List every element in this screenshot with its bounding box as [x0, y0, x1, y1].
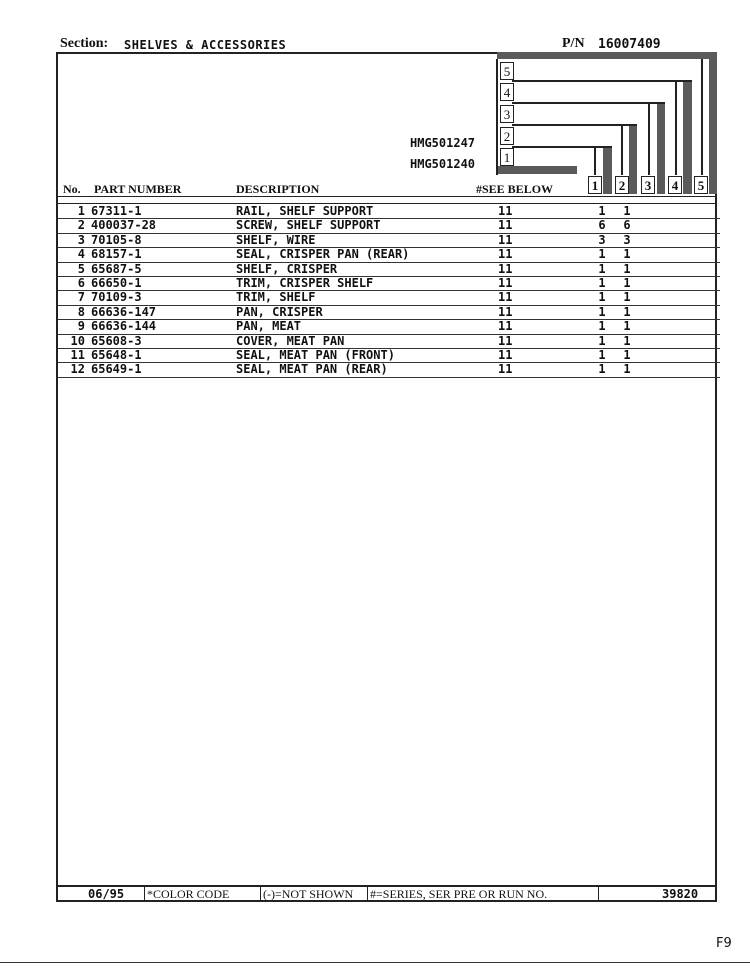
table-row	[58, 291, 720, 305]
part-number-value: 16007409	[598, 37, 661, 52]
row-number: 10	[70, 333, 85, 348]
leader-5	[512, 80, 692, 82]
row-qty-2: 1	[623, 261, 631, 276]
row-number: 2	[77, 218, 85, 233]
drop-5	[701, 59, 703, 175]
footer-series-note: #=SERIES, SER PRE OR RUN NO.	[370, 887, 548, 901]
row-qty-1: 1	[598, 290, 606, 305]
row-qty-2: 1	[623, 247, 631, 262]
row-description: SEAL, MEAT PAN (FRONT)	[236, 347, 395, 362]
col-header-qty-2: 2	[615, 176, 629, 194]
row-number: 5	[77, 261, 85, 276]
row-description: SEAL, CRISPER PAN (REAR)	[236, 247, 410, 262]
series-box-3: 3	[500, 105, 514, 123]
footer-not-shown: (-)=NOT SHOWN	[263, 887, 354, 901]
series-box-1: 1	[500, 148, 514, 166]
row-part-number: 65649-1	[91, 362, 142, 377]
footer-divider	[598, 887, 599, 900]
row-part-number: 67311-1	[91, 204, 142, 218]
stipple-band-top	[497, 52, 717, 59]
row-qty-2: 1	[623, 319, 631, 334]
row-part-number: 66650-1	[91, 275, 142, 290]
row-qty-2: 1	[623, 304, 631, 319]
row-qty-2: 1	[623, 333, 631, 348]
row-description: SHELF, WIRE	[236, 232, 316, 247]
row-see-below: 11	[498, 319, 513, 334]
row-part-number: 66636-144	[91, 319, 157, 334]
table-row	[58, 320, 720, 334]
row-see-below: 11	[498, 304, 513, 319]
row-qty-1: 1	[598, 333, 606, 348]
row-see-below: 11	[498, 333, 513, 348]
row-part-number: 65608-3	[91, 333, 142, 348]
row-description: SEAL, MEAT PAN (REAR)	[236, 362, 388, 377]
table-row	[58, 263, 720, 277]
table-row	[58, 234, 720, 248]
row-number: 8	[77, 304, 85, 319]
leader-2	[512, 146, 612, 148]
row-description: PAN, CRISPER	[236, 304, 323, 319]
col-header-qty-1: 1	[588, 176, 602, 194]
parts-table	[58, 205, 720, 378]
footer-divider	[144, 887, 145, 900]
col-header-qty-3: 3	[641, 176, 655, 194]
drop-4	[675, 80, 677, 175]
bottom-rule	[0, 962, 750, 963]
col-header-no: No.	[63, 182, 81, 196]
footer-strip	[56, 885, 717, 902]
row-see-below: 11	[498, 247, 513, 262]
row-qty-2: 1	[623, 362, 631, 377]
row-qty-2: 6	[623, 218, 631, 233]
bracket-divider	[496, 59, 498, 175]
row-qty-1: 3	[598, 232, 606, 247]
row-description: PAN, MEAT	[236, 319, 302, 334]
series-box-2: 2	[500, 127, 514, 145]
row-number: 3	[77, 232, 85, 247]
row-see-below: 11	[498, 204, 513, 218]
stipple-col-4	[683, 80, 692, 194]
series-box-5: 5	[500, 62, 514, 80]
leader-4	[512, 102, 665, 104]
row-qty-1: 1	[598, 247, 606, 262]
row-description: RAIL, SHELF SUPPORT	[236, 204, 374, 218]
row-qty-1: 1	[598, 261, 606, 276]
row-number: 11	[70, 347, 85, 362]
row-qty-1: 1	[598, 347, 606, 362]
model-number-upper: HMG501247	[410, 136, 476, 150]
drop-2	[621, 124, 623, 175]
footer-date: 06/95	[88, 887, 125, 901]
row-qty-1: 1	[598, 275, 606, 290]
footer-divider	[260, 887, 261, 900]
table-row	[58, 205, 720, 219]
row-number: 12	[70, 362, 85, 377]
stipple-col-3	[657, 102, 665, 194]
model-number-lower: HMG501240	[410, 157, 476, 171]
stipple-col-2	[629, 124, 637, 194]
table-row	[58, 363, 720, 377]
series-box-4: 4	[500, 83, 514, 101]
drop-3	[648, 102, 650, 175]
table-row	[58, 306, 720, 320]
footer-divider	[367, 887, 368, 900]
row-number: 6	[77, 275, 85, 290]
col-header-see-below: #SEE BELOW	[476, 182, 554, 196]
row-part-number: 400037-28	[91, 218, 157, 233]
row-see-below: 11	[498, 232, 513, 247]
section-title: SHELVES & ACCESSORIES	[124, 38, 287, 52]
row-number: 1	[77, 204, 85, 218]
row-qty-2: 1	[623, 347, 631, 362]
row-qty-2: 1	[623, 204, 631, 218]
header-rule-lower	[56, 203, 717, 204]
row-qty-2: 1	[623, 275, 631, 290]
row-qty-1: 1	[598, 304, 606, 319]
row-see-below: 11	[498, 347, 513, 362]
row-part-number: 66636-147	[91, 304, 157, 319]
row-description: SHELF, CRISPER	[236, 261, 338, 276]
row-qty-1: 1	[598, 319, 606, 334]
table-row	[58, 335, 720, 349]
stipple-col-1	[603, 146, 612, 194]
row-see-below: 11	[498, 218, 513, 233]
table-row	[58, 277, 720, 291]
col-header-description: DESCRIPTION	[236, 182, 320, 196]
table-row	[58, 248, 720, 262]
table-row	[58, 219, 720, 233]
stipple-band-right	[709, 52, 717, 194]
row-number: 9	[77, 319, 85, 334]
row-description: SCREW, SHELF SUPPORT	[236, 218, 381, 233]
row-qty-1: 6	[598, 218, 606, 233]
footer-color-code: *COLOR CODE	[147, 887, 230, 901]
row-part-number: 70109-3	[91, 290, 142, 305]
leader-3	[512, 124, 637, 126]
footer-number: 39820	[662, 887, 699, 901]
row-qty-2: 3	[623, 232, 631, 247]
row-part-number: 68157-1	[91, 247, 142, 262]
col-header-part-number: PART NUMBER	[94, 182, 182, 196]
row-number: 4	[77, 247, 85, 262]
row-description: COVER, MEAT PAN	[236, 333, 345, 348]
row-description: TRIM, SHELF	[236, 290, 316, 305]
stipple-band-bottom	[497, 166, 577, 174]
row-part-number: 65687-5	[91, 261, 142, 276]
page-mark: F9	[716, 936, 732, 951]
col-header-qty-4: 4	[668, 176, 682, 194]
table-row	[58, 349, 720, 363]
row-see-below: 11	[498, 261, 513, 276]
row-part-number: 65648-1	[91, 347, 142, 362]
row-part-number: 70105-8	[91, 232, 142, 247]
section-label: Section:	[60, 36, 109, 51]
row-see-below: 11	[498, 362, 513, 377]
row-number: 7	[77, 290, 85, 305]
row-qty-1: 1	[598, 362, 606, 377]
row-description: TRIM, CRISPER SHELF	[236, 275, 374, 290]
drop-1	[594, 146, 596, 175]
row-see-below: 11	[498, 275, 513, 290]
row-qty-2: 1	[623, 290, 631, 305]
row-see-below: 11	[498, 290, 513, 305]
col-header-qty-5: 5	[694, 176, 708, 194]
row-qty-1: 1	[598, 204, 606, 218]
part-number-label: P/N	[562, 36, 585, 51]
